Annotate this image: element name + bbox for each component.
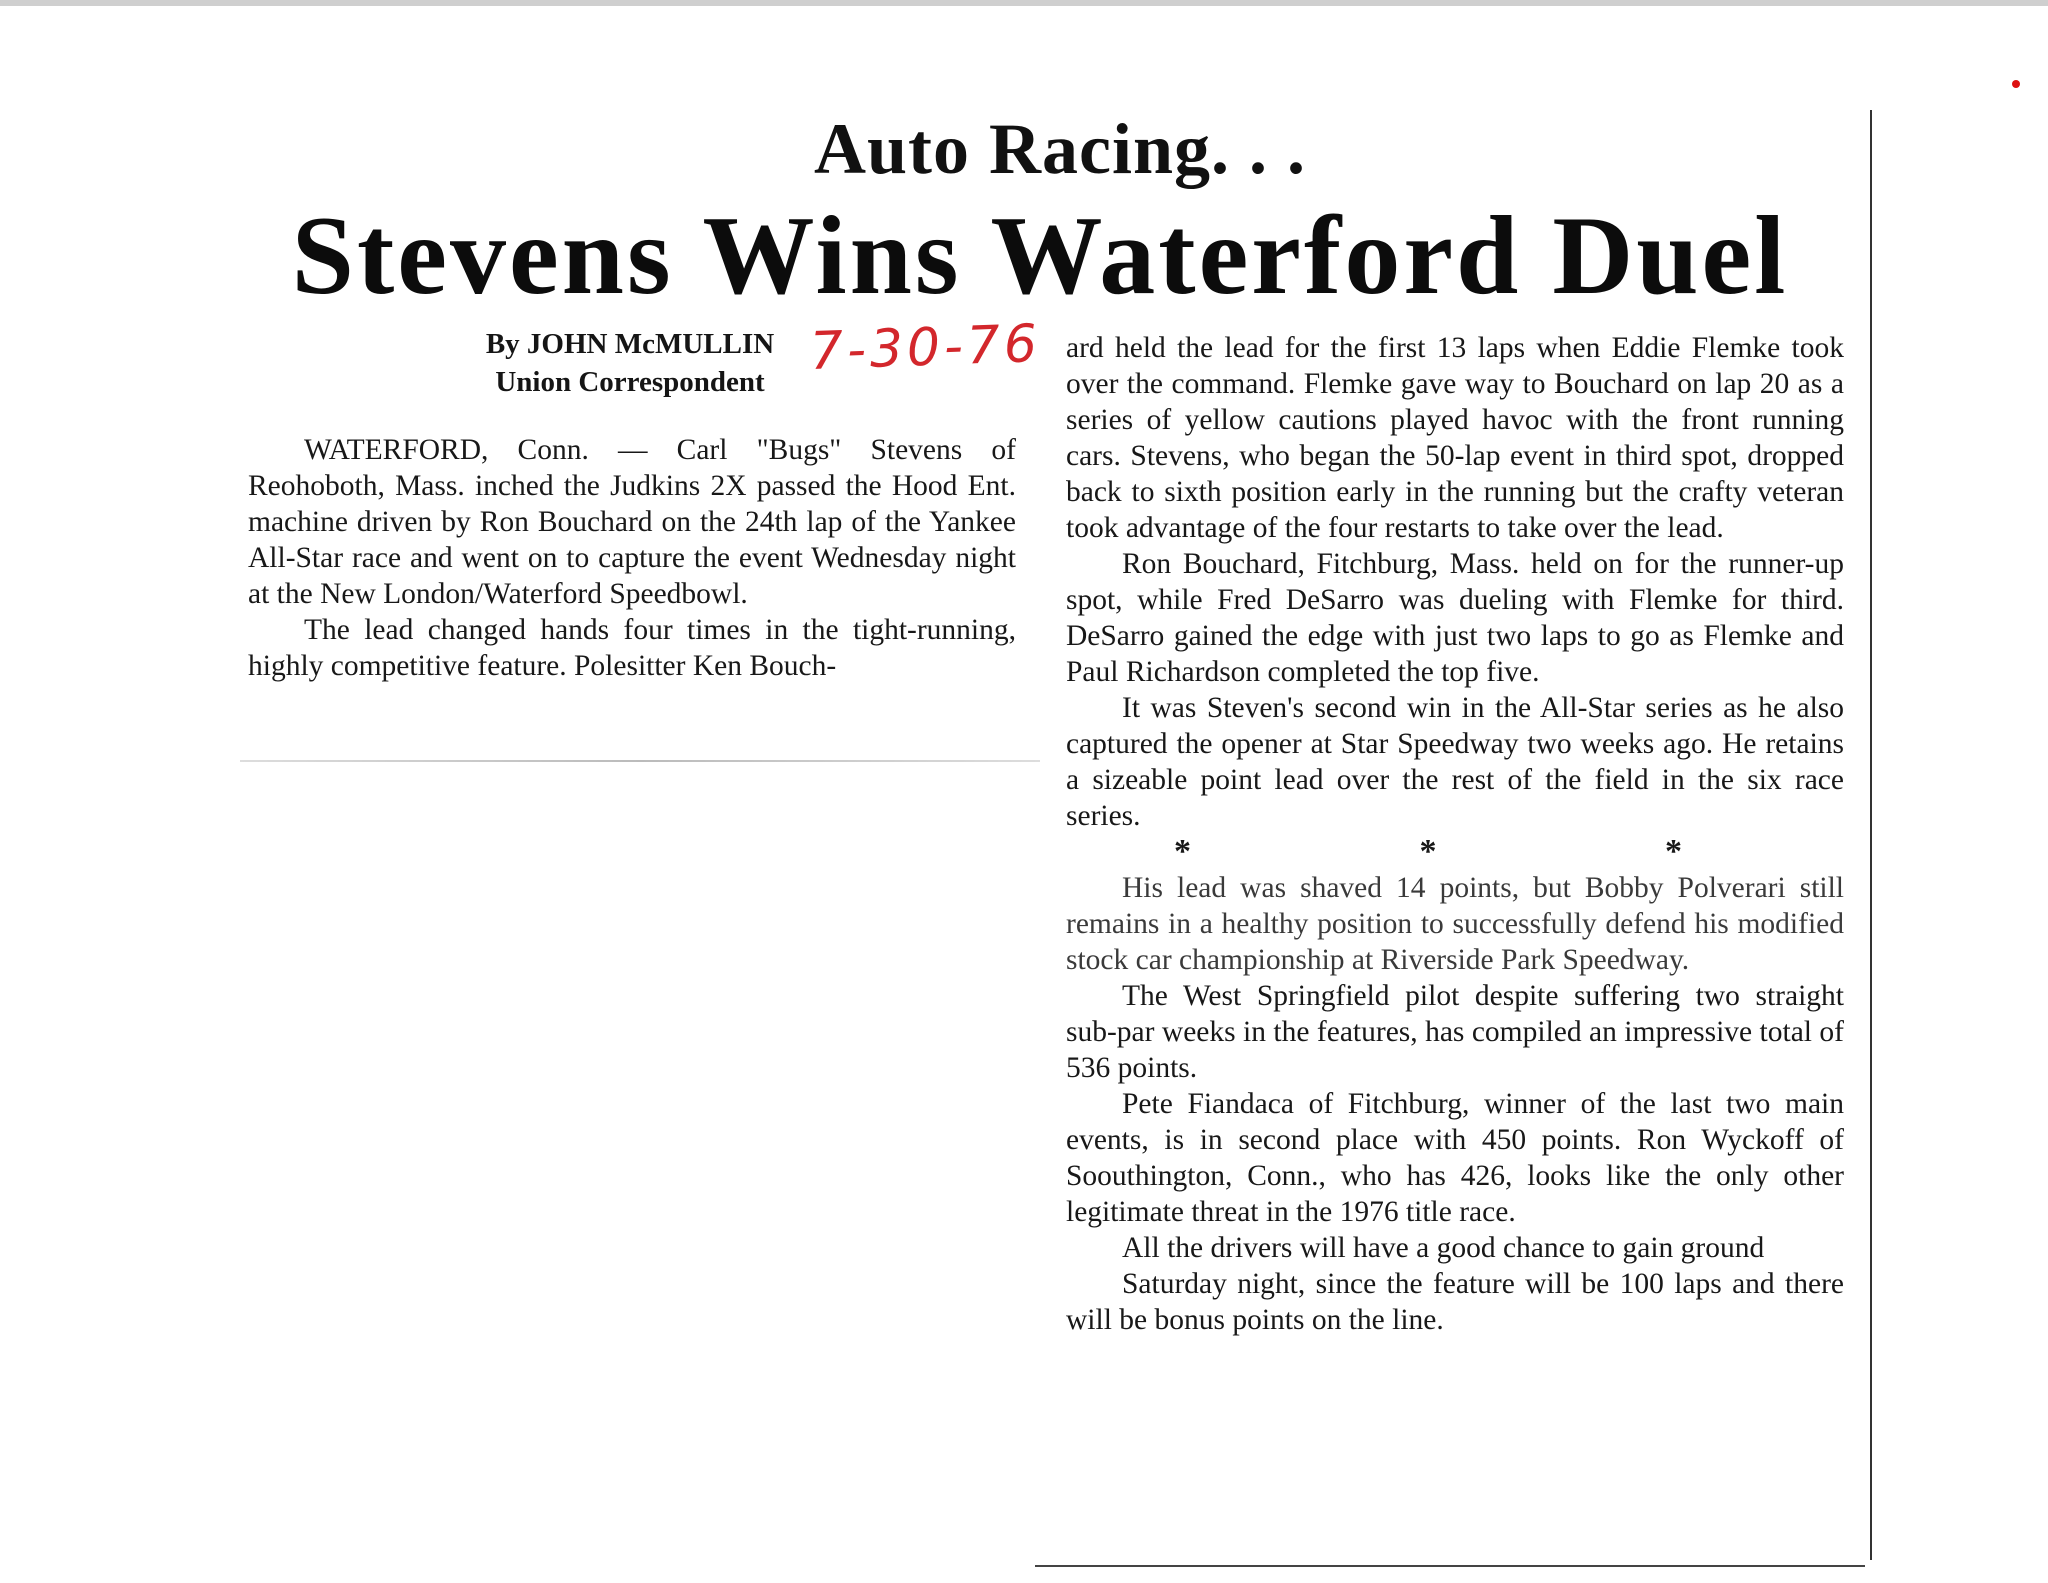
- scan-right-rule: [1870, 110, 1872, 1560]
- paragraph: Ron Bouchard, Fitchburg, Mass. held on for the runner-up spot, while Fred DeSarro was dueling with Flemke for third. DeSarro gained the edge with just two laps to go as Flemke and Paul Richardson completed the top five.: [1066, 548, 1844, 688]
- byline-author: By JOHN McMULLIN: [485, 328, 775, 360]
- scan-top-edge: [0, 0, 2048, 6]
- paragraph: WATERFORD, Conn. — Carl "Bugs" Stevens of Reohoboth, Mass. inched the Judkins 2X passed the Hood Ent. machine driven by Ron Bouchard on the 24th lap of the Yankee All-Star race and went on to capture the event Wednesday night at the New London/Waterford Speedbowl.: [248, 434, 1016, 610]
- paragraph-continued: ard held the lead for the first 13 laps when Eddie Flemke took over the command. Flemke gave way to Bouchard on lap 20 as a series of yellow cautions played havoc with the front running cars. Stevens, who began the 50-lap event in third spot, dropped back to sixth position early in the running but the crafty veteran took advantage of the four restarts to take over the lead.: [1066, 332, 1844, 544]
- paragraph: His lead was shaved 14 points, but Bobby Polverari still remains in a healthy position to successfully defend his modified stock car championship at Riverside Park Speedway.: [1066, 872, 1844, 976]
- scan-bottom-rule: [1035, 1565, 1865, 1567]
- paragraph: All the drivers will have a good chance to gain ground: [1122, 1232, 1765, 1264]
- clipping-cut-edge: [240, 760, 1040, 762]
- scan-red-mark: [2012, 80, 2020, 88]
- paragraph: It was Steven's second win in the All-Star series as he also captured the opener at Star Speedway two weeks ago. He retains a sizeable point lead over the rest of the field in the six race series.: [1066, 692, 1844, 832]
- byline: [470, 325, 790, 401]
- paragraph: The lead changed hands four times in the tight-running, highly competitive feature. Polesitter Ken Bouch-: [248, 614, 1016, 682]
- article-column-left: [248, 432, 1016, 684]
- paragraph: Saturday night, since the feature will be 100 laps and there will be bonus points on the line.: [1066, 1268, 1844, 1336]
- paragraph: The West Springfield pilot despite suffering two straight sub-par weeks in the features, has compiled an impressive total of 536 points.: [1066, 980, 1844, 1084]
- paragraph: Pete Fiandaca of Fitchburg, winner of the last two main events, is in second place with 450 points. Ron Wyckoff of Soouthington, Conn., who has 426, looks like the only other legitimate threat in the 1976 title race.: [1066, 1088, 1844, 1228]
- article-column-right: [1066, 330, 1844, 1338]
- section-separator: * * *: [1174, 833, 1792, 870]
- section-rubric: Auto Racing. . .: [813, 109, 1306, 189]
- handwritten-date: 7-30-76: [809, 313, 1042, 383]
- article-headline: Stevens Wins Waterford Duel: [291, 194, 1789, 318]
- byline-role: Union Correspondent: [495, 366, 765, 398]
